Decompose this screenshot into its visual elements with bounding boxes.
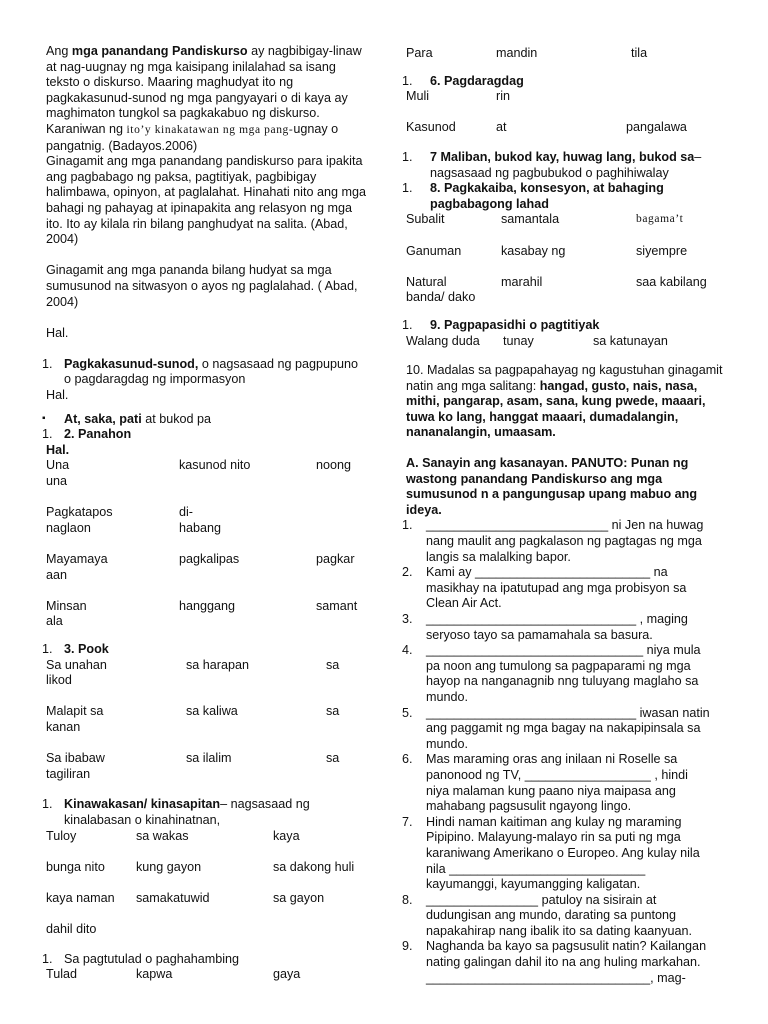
word-row xyxy=(46,568,366,584)
item-line: ________________ patuloy na sisirain at xyxy=(426,892,657,907)
word-row xyxy=(46,829,366,845)
word-row xyxy=(406,244,726,260)
pagpapasidhi-word-grid xyxy=(406,334,726,350)
word-row xyxy=(406,290,726,306)
word-row xyxy=(406,228,726,244)
item-line: dudungisan ang mundo, darating sa puntong xyxy=(426,908,676,923)
word-cell: sa harapan xyxy=(186,657,250,672)
exercise-item xyxy=(402,612,726,643)
section-kinawakasan: 1. Kinawakasan/ kinasapitan– nagsasaad ng kinalabasan o kinahinatnan, xyxy=(42,797,310,827)
word-cell: tagiliran xyxy=(46,766,91,781)
word-cell: dahil dito xyxy=(46,922,97,937)
word-cell: Minsan xyxy=(46,598,87,613)
word-row xyxy=(46,521,366,537)
section-pook: 1. 3. Pook xyxy=(42,641,109,656)
hal-label: Hal. xyxy=(46,325,69,340)
word-row xyxy=(46,704,366,720)
item-line: Hindi naman kaitiman ang kulay ng maraming xyxy=(426,814,682,829)
definition-paragraph: Ginagamit ang mga panandang pandiskurso para ipakita ang pagbabago ng paksa, pagtitiyak, pagbibigay halimbawa, opinyon, at paglalahat. Hinahati nito ang mga bahagi ng pahayag at ipinapakita ang relasyon ng mga ito. Ito ay kilala rin bilang panghudyat na salita. (Abad, 2004) xyxy=(46,154,366,247)
item-line: mundo. xyxy=(426,689,469,704)
word-row xyxy=(46,922,366,938)
word-cell: kasunod nito xyxy=(179,458,251,473)
item-line: seryoso tayo sa pamamahala sa basura. xyxy=(426,627,653,642)
word-cell: Pagkatapos xyxy=(46,505,113,520)
word-cell: saa kabilang xyxy=(636,274,707,289)
word-row xyxy=(46,860,366,876)
word-row xyxy=(46,658,366,674)
word-row xyxy=(46,720,366,736)
word-cell: di- xyxy=(179,505,193,520)
word-row xyxy=(46,599,366,615)
word-cell: sa katunayan xyxy=(593,333,668,348)
word-cell: samantala xyxy=(501,212,560,227)
bullet-at-saka-pati: ▪ At, saka, pati at bukod pa xyxy=(42,411,212,426)
word-cell: pagkalipas xyxy=(179,552,240,566)
word-cell: kaya xyxy=(273,828,300,843)
word-cell: marahil xyxy=(501,274,543,289)
word-cell: gaya xyxy=(273,967,301,982)
word-cell: at xyxy=(496,120,507,135)
item-line: mundo. xyxy=(426,736,469,751)
item-line: Kami ay _________________________ na xyxy=(426,565,668,580)
word-row xyxy=(46,844,366,860)
exercise-item xyxy=(402,643,726,705)
word-cell: banda/ dako xyxy=(406,290,476,305)
word-cell: kapwa xyxy=(136,967,173,982)
item-line: panonood ng TV, __________________ , hindi xyxy=(426,767,688,782)
section-pagdaragdag: 1. 6. Pagdaragdag xyxy=(402,73,524,88)
word-row xyxy=(46,673,366,689)
section-maliban: 1. 7 Maliban, bukod kay, huwag lang, bukod sa– nagsasaad ng pagbubukod o paghihiwalay xyxy=(402,149,702,180)
item-number: 8. xyxy=(402,892,413,907)
word-cell: Mayamaya xyxy=(46,552,108,566)
item-line: langis sa malalking bapor. xyxy=(426,549,571,564)
item-number: 1. xyxy=(402,518,413,533)
item-number: 3. xyxy=(402,612,413,626)
word-cell: tunay xyxy=(503,333,534,348)
kinawakasan-word-grid xyxy=(46,829,366,938)
word-cell: kung gayon xyxy=(136,859,202,874)
word-cell: bagama’t xyxy=(636,213,684,226)
kagustuhan-paragraph: 10. Madalas sa pagpapahayag ng kagustuhan ginagamit natin ang mga salitang: hangad, gusto, nais, nasa, mithi, pangarap, asam, sana, kung pwede, maaari, tuwa ko lang, hanggat maaari, dumadalangin, nananalangin, umaasam. xyxy=(406,363,723,440)
item-line: nila ____________________________ xyxy=(426,861,646,876)
item-number: 9. xyxy=(402,939,413,954)
word-cell: sa xyxy=(326,751,340,766)
word-row xyxy=(406,334,726,350)
pagdaragdag-word-grid xyxy=(406,89,726,136)
exercise-heading: A. Sanayin ang kasanayan. PANUTO: Punan ng wastong panandang Pandiskurso ang mga sumusunod n a pangungusap upang mabuo ang ideya. xyxy=(406,456,698,517)
item-pagkakasunud: 1. Pagkakasunud-sunod, o nagsasaad ng pagpupuno o pagdaragdag ng impormasyon xyxy=(42,356,359,387)
item-line: ______________________________ iwasan natin xyxy=(426,705,710,720)
item-line: Naghanda ba kayo sa pagsusulit natin? Kailangan xyxy=(426,939,707,954)
exercise-item xyxy=(402,518,726,565)
word-cell: sa dakong huli xyxy=(273,859,355,874)
item-line: Clean Air Act. xyxy=(426,596,502,611)
item-line: niya malaman kung paano niya maipasa ang xyxy=(426,783,676,798)
word-row xyxy=(406,120,726,136)
continued-word-grid xyxy=(406,46,726,62)
word-cell: aan xyxy=(46,567,68,582)
panahon-word-grid xyxy=(46,458,366,630)
word-row xyxy=(46,906,366,922)
item-line: ______________________________ , maging xyxy=(426,612,688,626)
word-cell: Tulad xyxy=(46,967,78,982)
word-cell: hanggang xyxy=(179,598,236,613)
word-cell: sa gayon xyxy=(273,890,325,905)
word-cell: pangalawa xyxy=(626,120,687,135)
exercise-item xyxy=(402,752,726,814)
exercise-item xyxy=(402,565,726,612)
left-column xyxy=(42,44,366,983)
word-cell: naglaon xyxy=(46,520,91,535)
word-cell: sa kaliwa xyxy=(186,704,238,719)
word-cell: tila xyxy=(631,46,648,60)
item-line: nang maulit ang pagkalason ng pagtagas ng mga xyxy=(426,534,702,549)
word-cell: Subalit xyxy=(406,212,445,227)
word-cell: kasabay ng xyxy=(501,243,566,258)
item-line: karaniwang Amerikano o Europeo. Ang kulay nila xyxy=(426,845,700,860)
section-pagkakaiba: 1. 8. Pagkakaiba, konsesyon, at bahaging pagbabagong lahad xyxy=(402,181,664,211)
word-row xyxy=(46,536,366,552)
section-panahon: 1. 2. Panahon xyxy=(42,427,132,442)
word-cell: Para xyxy=(406,46,433,60)
section-paghahambing: 1. Sa pagtutulad o paghahambing xyxy=(42,951,240,966)
item-line: ________________________________, mag- xyxy=(426,970,686,985)
item-line: Mas maraming oras ang inilaan ni Roselle sa xyxy=(426,752,678,767)
item-line: hayop na nanganagnib nng tuluyang maglaho sa xyxy=(426,674,699,689)
word-cell: samakatuwid xyxy=(136,890,210,905)
word-row xyxy=(46,583,366,599)
word-cell: bunga nito xyxy=(46,859,105,874)
word-cell: kanan xyxy=(46,719,81,734)
exercise-list xyxy=(402,518,726,986)
word-cell: sa xyxy=(326,657,340,672)
item-line: pa noon ang tumulong sa pagpaparami ng mga xyxy=(426,658,691,673)
usage-paragraph: Ginagamit ang mga pananda bilang hudyat sa mga sumusunod na sitwasyon o ayos ng paglalahad. ( Abad, 2004) xyxy=(46,263,358,309)
word-row xyxy=(46,458,366,474)
item-line: ang paggamit ng mga bagay na nakapipinsala sa xyxy=(426,721,701,736)
word-cell: samant xyxy=(316,598,358,613)
word-row xyxy=(46,474,366,490)
word-row xyxy=(406,89,726,105)
word-cell: Kasunod xyxy=(406,120,456,135)
word-cell: Sa ibabaw xyxy=(46,751,105,766)
item-number: 7. xyxy=(402,814,413,829)
item-line: mahabang pagsusulit ngayong lingo. xyxy=(426,799,632,814)
word-row xyxy=(46,875,366,891)
exercise-item xyxy=(402,892,726,940)
item-line: __________________________ ni Jen na huwag xyxy=(426,518,704,533)
item-number: 6. xyxy=(402,752,413,767)
word-cell: sa ilalim xyxy=(186,751,232,766)
word-row xyxy=(46,552,366,568)
word-row xyxy=(406,275,726,291)
exercise-item xyxy=(402,939,726,986)
word-row xyxy=(46,967,366,983)
word-cell: mandin xyxy=(496,46,538,60)
hal-label: Hal. xyxy=(46,442,70,457)
word-cell: Natural xyxy=(406,274,447,289)
word-row xyxy=(406,46,726,62)
word-cell: likod xyxy=(46,673,72,688)
word-cell: kaya naman xyxy=(46,890,115,905)
word-cell: rin xyxy=(496,89,510,104)
hal-label: Hal. xyxy=(46,388,69,403)
word-cell: noong xyxy=(316,458,352,473)
word-cell: una xyxy=(46,474,68,489)
word-row xyxy=(46,891,366,907)
word-row xyxy=(406,105,726,121)
word-cell: pagkar xyxy=(316,552,355,566)
section-pagpapasidhi: 1. 9. Pagpapasidhi o pagtitiyak xyxy=(402,317,600,332)
word-cell: Ganuman xyxy=(406,243,462,258)
item-line: masikhay na ipatutupad ang mga probisyon sa xyxy=(426,580,687,595)
word-row xyxy=(46,614,366,630)
item-line: napakahirap nang ibalik ito sa dating kaanyuan. xyxy=(426,923,693,938)
word-row xyxy=(46,751,366,767)
word-row xyxy=(46,689,366,705)
word-row xyxy=(46,736,366,752)
pagkakaiba-word-grid xyxy=(406,212,726,306)
word-cell: siyempre xyxy=(636,243,688,258)
word-cell: Walang duda xyxy=(406,333,480,348)
item-line: nating galingan dahil ito na ang huling markahan. xyxy=(426,955,701,970)
word-cell: sa wakas xyxy=(136,828,189,843)
item-line: _______________________________ niya mula xyxy=(426,643,701,658)
word-row xyxy=(406,212,726,228)
word-cell: ala xyxy=(46,614,63,629)
item-line: kayumanggi, kayumangging kaligatan. xyxy=(426,877,641,892)
exercise-item xyxy=(402,705,726,753)
word-cell: Tuloy xyxy=(46,828,77,843)
item-number: 5. xyxy=(402,705,413,720)
word-row xyxy=(46,505,366,521)
exercise-item xyxy=(402,814,726,893)
word-row xyxy=(46,767,366,783)
pook-word-grid xyxy=(46,658,366,783)
item-line: Pipipino. Malayung-malayo rin sa puti ng mga xyxy=(426,830,681,845)
paghahambing-word-grid xyxy=(46,967,366,983)
word-cell: Una xyxy=(46,458,70,473)
word-row xyxy=(46,490,366,506)
item-number: 2. xyxy=(402,565,413,580)
word-cell: sa xyxy=(326,704,340,719)
word-cell: habang xyxy=(179,520,222,535)
item-number: 4. xyxy=(402,643,413,658)
word-cell: Muli xyxy=(406,89,430,104)
word-row xyxy=(406,259,726,275)
right-column xyxy=(402,46,726,986)
intro-paragraph: Ang mga panandang Pandiskurso ay nagbibigay-linaw at nag-uugnay ng mga kaisipang inilalahad sa isang teksto o diskurso. Maaring maghudyat ito ng pagkakasunud-sunod ng mga pangyayari o di kaya ay maghimaton tungkol sa pagkakabuo ng diskurso. Karaniwan ng ito’y kinakatawan ng mga pang-ugnay o pangatnig. (Badayos.2006) xyxy=(46,44,362,153)
word-cell: Malapit sa xyxy=(46,704,104,719)
word-cell: Sa unahan xyxy=(46,657,107,672)
